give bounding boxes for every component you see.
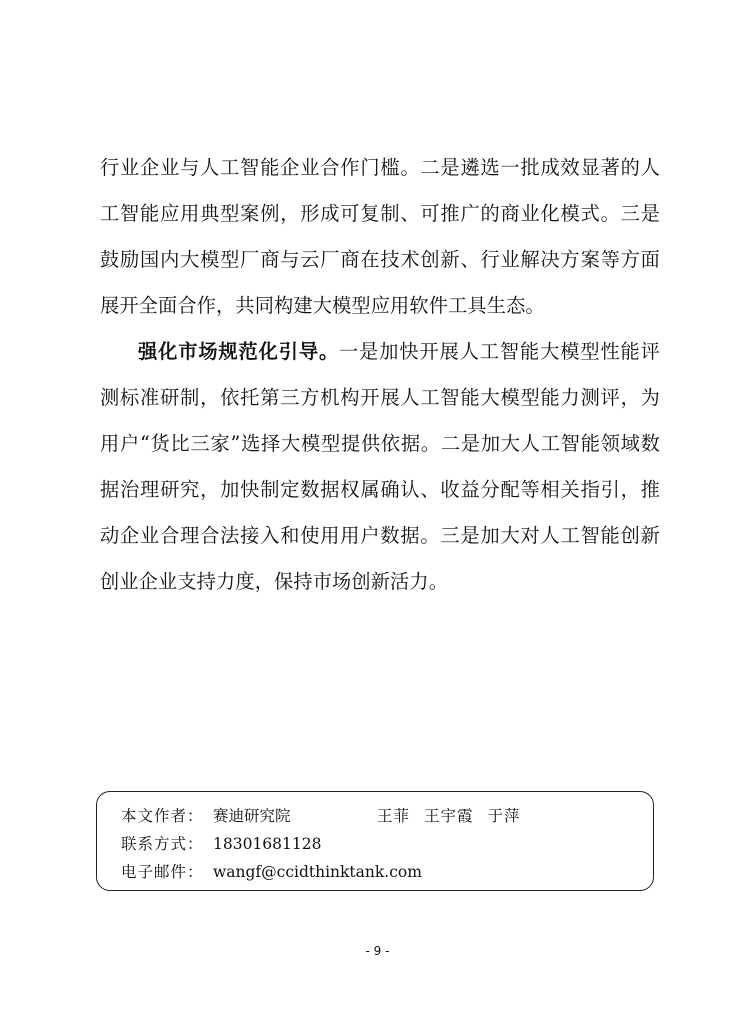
author-list [377,804,535,828]
email-row [121,860,422,884]
email-address[interactable]: wangf@ccidthinktank.com [213,863,422,881]
institute-name: 赛迪研究院 [213,807,291,825]
paragraph-2-lead: 强化市场规范化引导。 [138,340,340,363]
email-label: 电子邮件： [121,863,204,881]
author-row [121,804,521,828]
paragraph-1: 行业企业与人工智能企业合作门槛。二是遴选一批成效显著的人工智能应用典型案例，形成可复制、可推广的商业化模式。三是鼓励国内大模型厂商与云厂商在技术创新、行业解决方案等方面展开全面合作，共同构建大模型应用软件工具生态。 [100,156,660,317]
page-number: - 9 - [365,944,390,958]
author-name: 王菲 [377,807,411,825]
contact-row [121,832,321,856]
author-label: 本文作者： [121,807,204,825]
author-name: 王宇霞 [424,807,474,825]
paragraph-2 [100,329,660,605]
contact-label: 联系方式： [121,835,204,853]
paragraph-2-text: 一是加快开展人工智能大模型性能评测标准研制，依托第三方机构开展人工智能大模型能力测评，为用户“货比三家”选择大模型提供依据。二是加大人工智能领域数据治理研究，加快制定数据权属确认、收益分配等相关指引，推动企业合理合法接入和使用用户数据。三是加大对人工智能创新创业企业支持力度，保持市场创新活力。 [100,340,660,593]
author-info-box [96,791,654,891]
author-name: 于萍 [487,807,521,825]
phone-number: 18301681128 [213,835,322,853]
body-text [100,145,660,605]
